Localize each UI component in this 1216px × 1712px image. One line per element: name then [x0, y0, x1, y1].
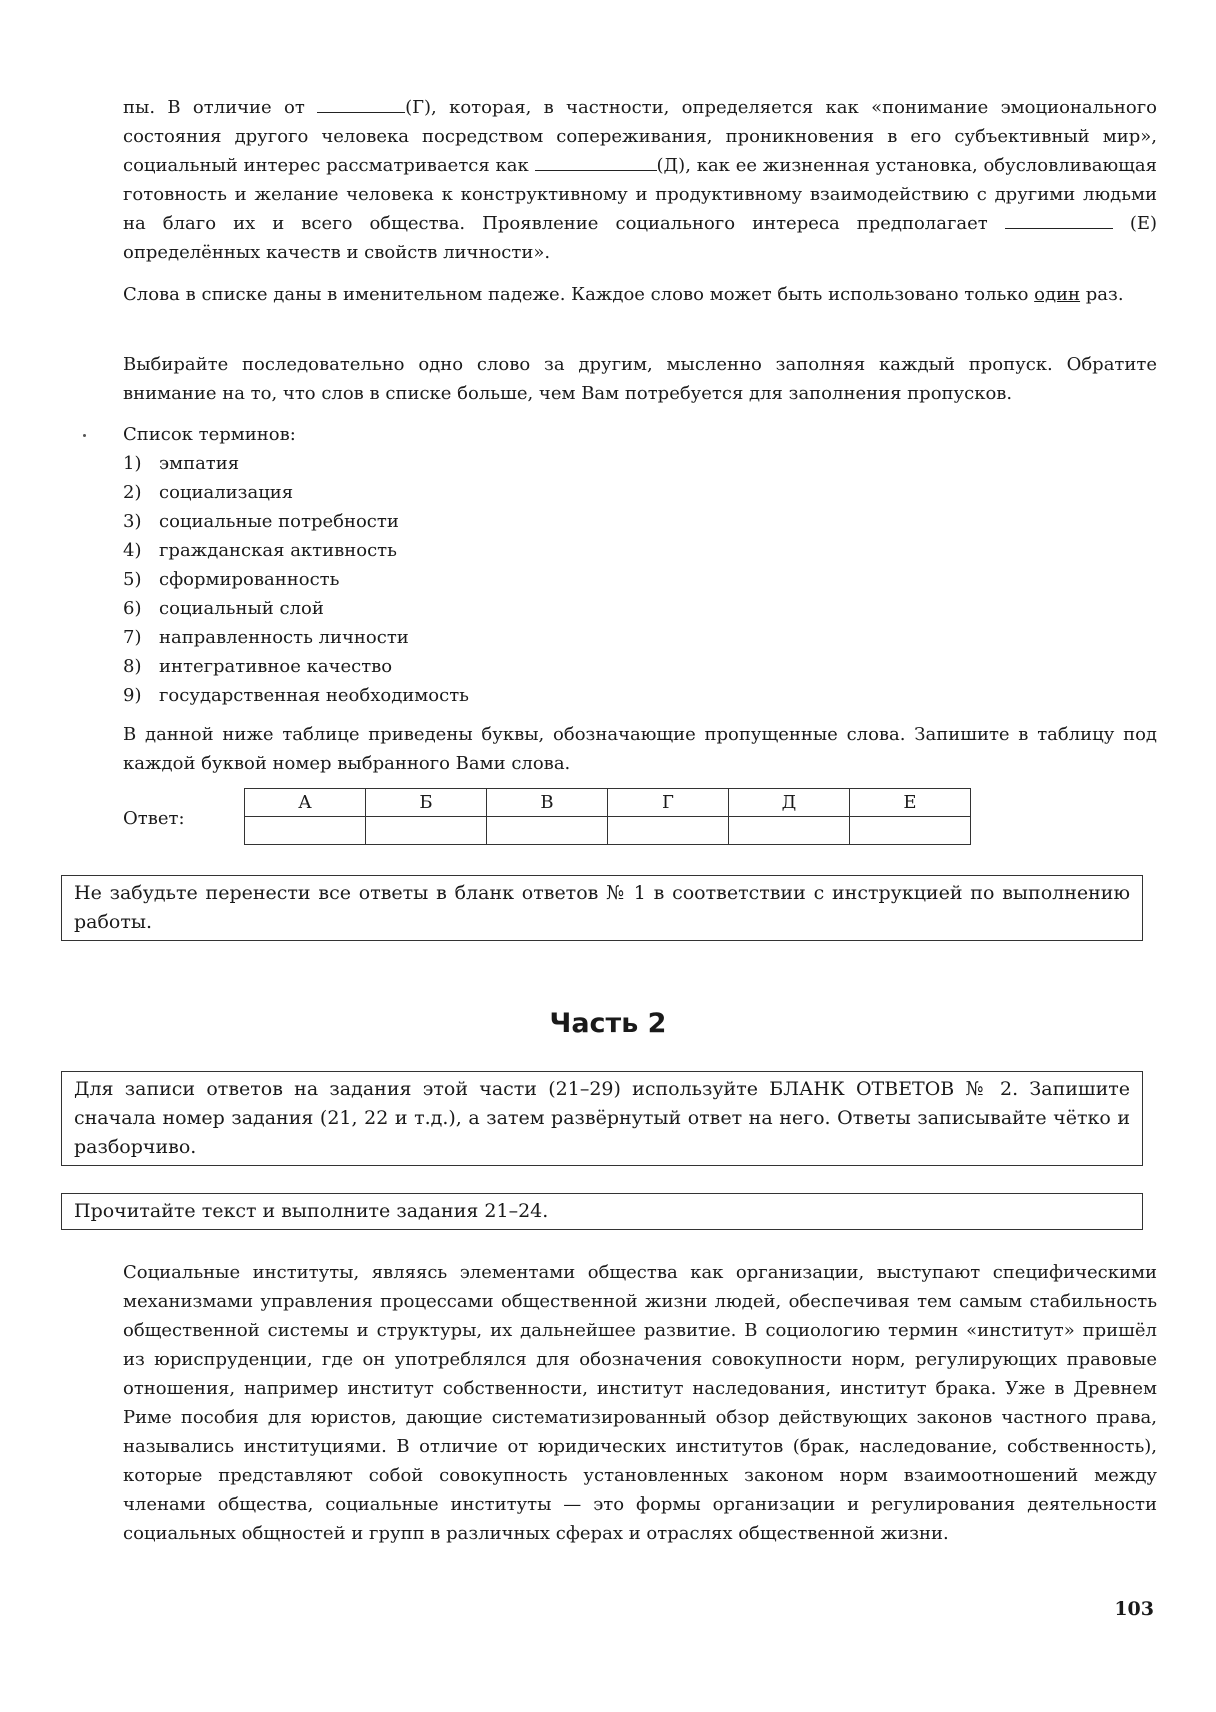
part-heading: Часть 2: [549, 1008, 667, 1039]
item-text: сформированность: [159, 569, 340, 590]
list-item: [123, 449, 469, 478]
item-number: 6): [123, 598, 142, 619]
item-number: 9): [123, 685, 142, 706]
item-text: социальный слой: [159, 598, 324, 619]
list-item: [123, 507, 469, 536]
list-item: [123, 652, 469, 681]
answer-cell[interactable]: [487, 817, 608, 845]
list-item: [123, 594, 469, 623]
terms-list: [123, 449, 469, 710]
note-underlined: один: [1034, 284, 1081, 305]
answer-cell[interactable]: [245, 817, 366, 845]
answer-cell[interactable]: [729, 817, 850, 845]
item-text: гражданская активность: [159, 540, 397, 561]
answer-label: Ответ:: [123, 808, 185, 829]
page-number: 103: [1114, 1598, 1154, 1620]
item-number: 4): [123, 540, 142, 561]
item-text: социальные потребности: [159, 511, 399, 532]
note-text-b: раз.: [1080, 284, 1124, 305]
item-number: 3): [123, 511, 142, 532]
item-number: 1): [123, 453, 142, 474]
passage: [123, 1258, 1157, 1548]
item-text: направленность личности: [159, 627, 409, 648]
item-number: 5): [123, 569, 142, 590]
list-item: [123, 623, 469, 652]
terms-title: Список терминов:: [123, 424, 296, 445]
item-number: 2): [123, 482, 142, 503]
blank-d: [535, 153, 657, 171]
intro-text-4: (Е) определённых качеств и свойств личности».: [123, 213, 1158, 263]
blank-e: [1005, 211, 1113, 229]
reminder-box: Не забудьте перенести все ответы в бланк ответов № 1 в соответствии с инструкцией по выполнению работы.: [61, 875, 1143, 941]
part2-instructions-box: Для записи ответов на задания этой части (21–29) используйте БЛАНК ОТВЕТОВ № 2. Запишите сначала номер задания (21, 22 и т.д.), а затем развёрнутый ответ на него. Ответы записывайте чётко и разборчиво.: [61, 1071, 1143, 1166]
answer-letter: В: [487, 789, 608, 817]
intro-text-1: пы. В отличие от: [123, 97, 318, 118]
read-text-box: Прочитайте текст и выполните задания 21–24.: [61, 1193, 1143, 1230]
list-item: [123, 536, 469, 565]
answer-cell[interactable]: [366, 817, 487, 845]
intro-text-2: (Г), которая, в частности, определяется как «понимание эмоционального состояния другого человека посредством сопереживания, проникновения в его субъективный мир», социальный интерес рассматривается как: [123, 97, 1157, 176]
intro-text-3: (Д), как ее жизненная установка, обусловливающая готовность и желание человека к конструктивному и продуктивному взаимодействию с другими людьми на благо их и всего общества. Проявление социального интереса предполагает: [123, 155, 1157, 234]
word-usage-note: [123, 280, 1157, 309]
passage-text: Социальные институты, являясь элементами общества как организации, выступают специфическими механизмами управления процессами общественной жизни людей, обеспечивая тем самым стабильность общественной системы и структуры, их дальнейшее развитие. В социологию термин «институт» пришёл из юриспруденции, где он употреблялся для обозначения совокупности норм, регулирующих правовые отношения, например институт собственности, институт наследования, институт брака. Уже в Древнем Риме пособия для юристов, дающие систематизированный обзор действующих законов частного права, назывались институциями. В отличие от юридических институтов (брак, наследование, собственность), которые представляют собой совокупность установленных законом норм взаимоотношений между членами общества, социальные институты — это формы организации и регулирования деятельности социальных общностей и групп в различных сферах и отраслях общественной жизни.: [123, 1262, 1157, 1544]
answer-letter: Д: [729, 789, 850, 817]
answer-letters-row: [245, 789, 971, 817]
table-instruction: В данной ниже таблице приведены буквы, обозначающие пропущенные слова. Запишите в таблицу под каждой буквой номер выбранного Вами слова.: [123, 724, 1157, 774]
list-item: [123, 681, 469, 710]
item-text: интегративное качество: [159, 656, 393, 677]
answer-letter: Е: [850, 789, 971, 817]
answer-letter: А: [245, 789, 366, 817]
item-number: 7): [123, 627, 142, 648]
item-text: социализация: [159, 482, 294, 503]
intro-paragraph: [123, 93, 1157, 267]
item-text: эмпатия: [159, 453, 240, 474]
answer-table: [244, 788, 971, 845]
answer-input-row: [245, 817, 971, 845]
item-number: 8): [123, 656, 142, 677]
answer-cell[interactable]: [608, 817, 729, 845]
answer-letter: Б: [366, 789, 487, 817]
blank-g: [317, 95, 405, 113]
list-item: [123, 478, 469, 507]
list-item: [123, 565, 469, 594]
answer-letter: Г: [608, 789, 729, 817]
item-text: государственная необходимость: [159, 685, 469, 706]
selection-instruction: Выбирайте последовательно одно слово за другим, мысленно заполняя каждый пропуск. Обратите внимание на то, что слов в списке больше, чем Вам потребуется для заполнения пропусков.: [123, 354, 1157, 404]
answer-cell[interactable]: [850, 817, 971, 845]
scan-dot: [83, 434, 86, 437]
note-text-a: Слова в списке даны в именительном падеже. Каждое слово может быть использовано только: [123, 284, 1035, 305]
